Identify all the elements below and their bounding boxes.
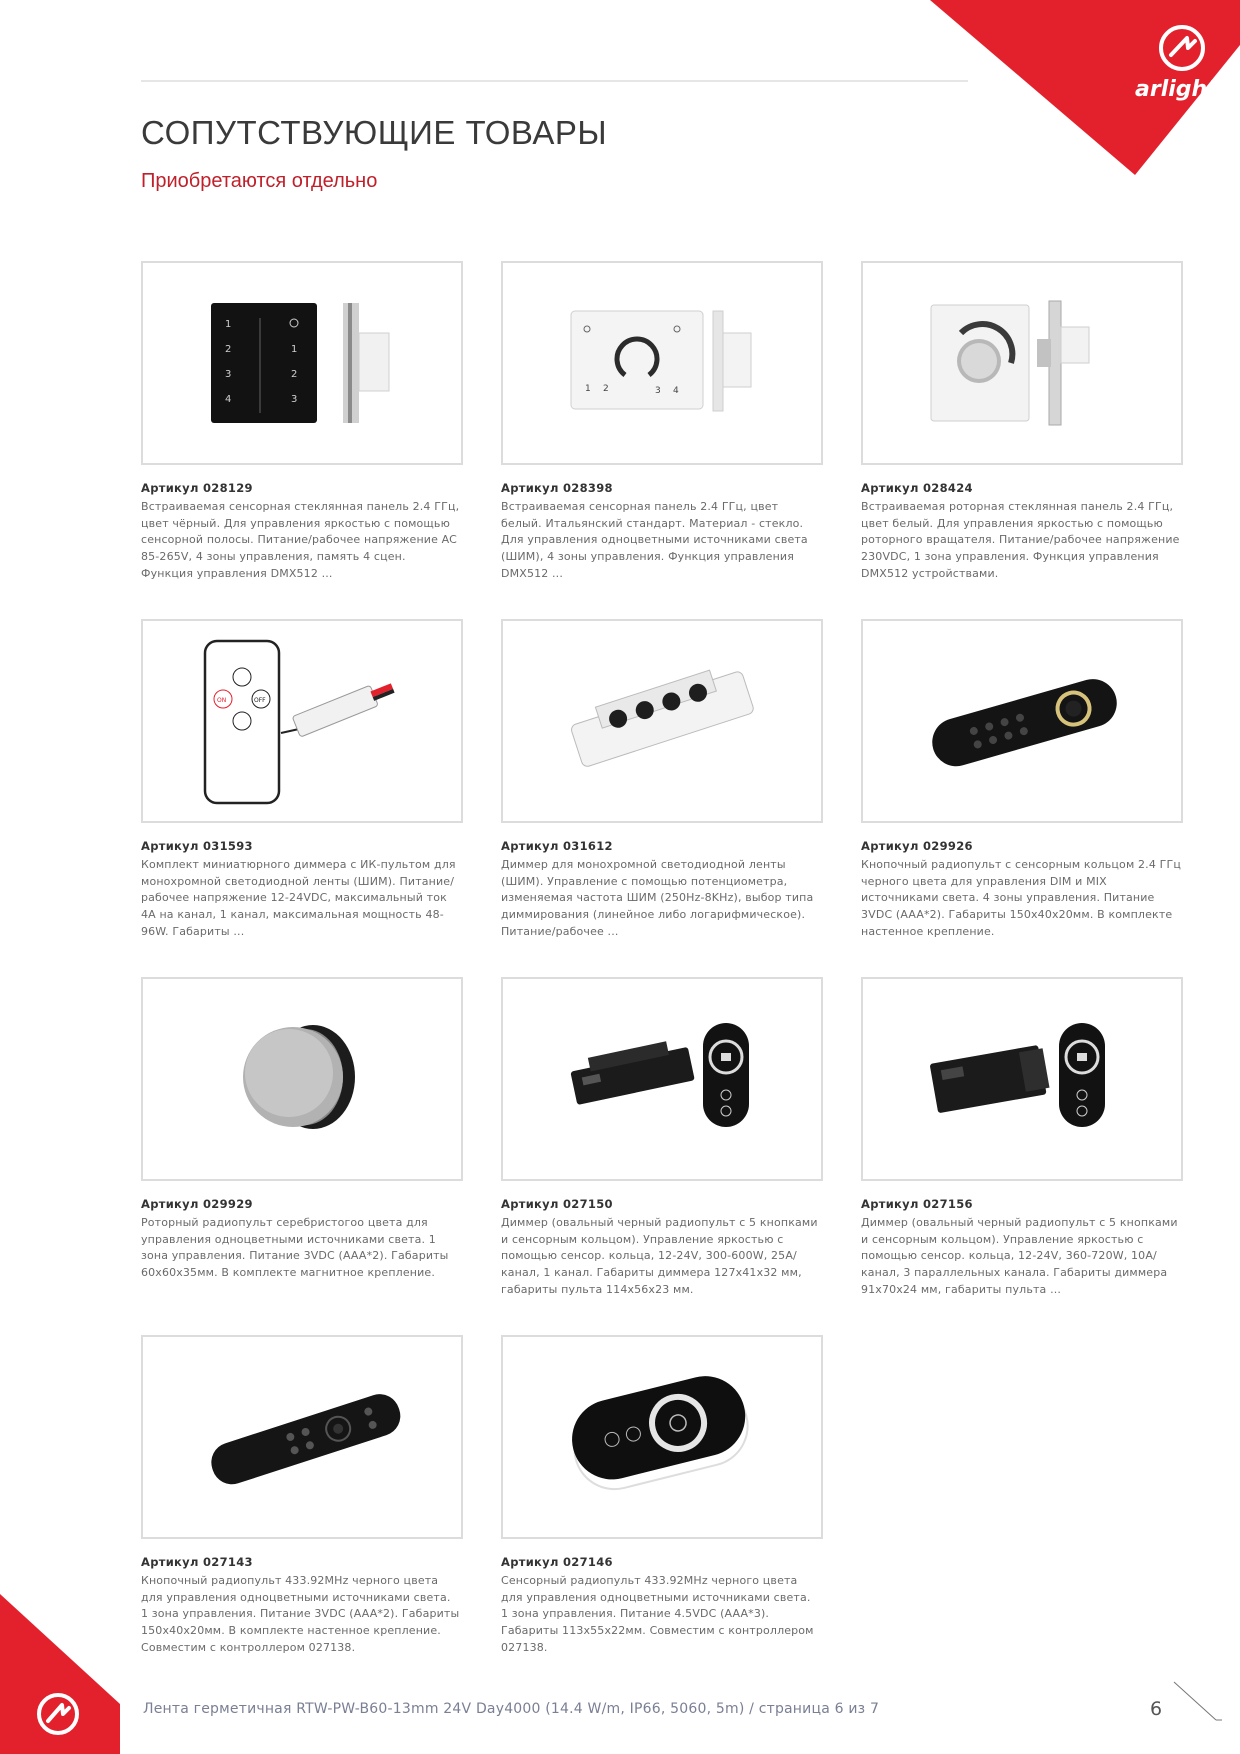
product-image[interactable] <box>141 977 463 1181</box>
svg-text:2: 2 <box>603 384 609 394</box>
page-number: 6 <box>1150 1698 1163 1720</box>
svg-text:3: 3 <box>655 386 661 396</box>
svg-text:2: 2 <box>225 344 232 355</box>
product-image[interactable] <box>501 977 823 1181</box>
product-description: Встраиваемая роторная стеклянная панель 2.4 ГГц, цвет белый. Для управления яркостью с помощью роторного вращателя. Питание/рабочее напряжение 230VDC, 1 зона управления. Функция управления DMX512 устройствами. <box>861 500 1180 580</box>
product-card[interactable] <box>141 1335 461 1657</box>
svg-text:3: 3 <box>225 369 232 380</box>
product-description: Диммер (овальный черный радиопульт с 5 кнопками и сенсорным кольцом). Управление яркостью с помощью сенсор. кольца, 12-24V, 360-720W, 10A/канал, 3 параллельных канала. Габариты диммера 91x70x24 мм, габариты пульта ... <box>861 1216 1178 1296</box>
page-corner-line <box>1172 1680 1222 1725</box>
button-remote-icon <box>143 1337 461 1537</box>
product-card[interactable] <box>861 619 1181 941</box>
page-title: СОПУТСТВУЮЩИЕ ТОВАРЫ <box>141 114 608 151</box>
product-article: Артикул 029926 <box>861 839 973 853</box>
rotary-panel-icon <box>863 263 1181 463</box>
dimmer-kit-icon <box>503 979 821 1179</box>
svg-text:1: 1 <box>225 319 232 330</box>
svg-text:ON: ON <box>217 697 227 704</box>
product-description: Комплект миниатюрного диммера с ИК-пультом для монохромной светодиодной ленты (ШИМ). Питание/рабочее напряжение 12-24VDC, максимальный ток 4A на канал, 1 канал, максимальная мощность 48-96W. Габариты ... <box>141 858 456 938</box>
product-article: Артикул 029929 <box>141 1197 253 1211</box>
svg-text:3: 3 <box>291 394 298 405</box>
svg-text:1: 1 <box>291 344 298 355</box>
svg-text:arlight: arlight <box>1135 77 1218 102</box>
product-article: Артикул 028398 <box>501 481 613 495</box>
svg-text:4: 4 <box>225 394 232 405</box>
product-description: Встраиваемая сенсорная панель 2.4 ГГц, цвет белый. Итальянский стандарт. Материал - стекло. Для управления одноцветными источниками света (ШИМ), 4 зоны управления. Функция управления DMX512 ... <box>501 500 808 580</box>
product-article: Артикул 027150 <box>501 1197 613 1211</box>
product-card[interactable] <box>141 977 461 1282</box>
svg-text:4: 4 <box>673 386 679 396</box>
product-description: Встраиваемая сенсорная стеклянная панель 2.4 ГГц, цвет чёрный. Для управления яркостью с помощью сенсорной полосы. Питание/рабочее напряжение AC 85-265V, 4 зоны управления, память 4 сцен. Функция управления DMX512 ... <box>141 500 460 580</box>
product-image[interactable] <box>141 1335 463 1539</box>
product-card[interactable] <box>141 619 461 941</box>
dimmer-kit-3ch-icon <box>863 979 1181 1179</box>
product-card[interactable] <box>501 619 821 941</box>
potentiometer-dimmer-icon <box>503 621 821 821</box>
product-image[interactable] <box>141 261 463 465</box>
svg-text:OFF: OFF <box>254 697 266 704</box>
svg-text:1: 1 <box>585 384 591 394</box>
oval-touch-remote-icon <box>503 1337 821 1537</box>
product-card[interactable] <box>501 261 821 583</box>
footer-text: Лента герметичная RTW-PW-B60-13mm 24V Day4000 (14.4 W/m, IP66, 5060, 5m) / страница 6 из 7 <box>143 1701 880 1717</box>
product-card[interactable] <box>861 261 1181 583</box>
product-image[interactable] <box>141 619 463 823</box>
product-image[interactable] <box>501 261 823 465</box>
product-card[interactable] <box>141 261 461 583</box>
product-image[interactable] <box>501 619 823 823</box>
product-description: Диммер для монохромной светодиодной ленты (ШИМ). Управление с помощью потенциометра, изменяемая частота ШИМ (250Hz-8KHz), выбор типа диммирования (линейное либо логарифмическое). Питание/рабочее ... <box>501 858 814 938</box>
black-touch-panel-icon <box>143 263 461 463</box>
product-description: Кнопочный радиопульт с сенсорным кольцом 2.4 ГГц черного цвета для управления DIM и MIX источниками света. 4 зоны управления. Питание 3VDC (AAA*2). Габариты 150x40x20мм. В комплекте настенное крепление. <box>861 858 1181 938</box>
brand-corner <box>930 0 1240 175</box>
product-card[interactable] <box>501 1335 821 1657</box>
product-card[interactable] <box>861 977 1181 1299</box>
product-article: Артикул 031612 <box>501 839 613 853</box>
product-image[interactable] <box>501 1335 823 1539</box>
ring-remote-icon <box>863 621 1181 821</box>
product-description: Диммер (овальный черный радиопульт с 5 кнопками и сенсорным кольцом). Управление яркостью с помощью сенсор. кольца, 12-24V, 300-600W, 25A/канал, 1 канал. Габариты диммера 127x41x32 мм, габариты пульта 114x56x23 мм. <box>501 1216 818 1296</box>
product-image[interactable] <box>861 261 1183 465</box>
product-article: Артикул 031593 <box>141 839 253 853</box>
page-subtitle: Приобретаются отдельно <box>141 170 378 192</box>
product-image[interactable] <box>861 619 1183 823</box>
product-article: Артикул 027143 <box>141 1555 253 1569</box>
product-article: Артикул 028424 <box>861 481 973 495</box>
brand-corner-bottom <box>0 1594 120 1754</box>
product-image[interactable] <box>861 977 1183 1181</box>
product-article: Артикул 027156 <box>861 1197 973 1211</box>
header-divider <box>141 80 968 82</box>
product-article: Артикул 027146 <box>501 1555 613 1569</box>
product-description: Сенсорный радиопульт 433.92MHz черного цвета для управления одноцветными источниками света. 1 зона управления. Питание 4.5VDC (AAA*3). Габариты 113x55x22мм. Совместим с контроллером 027138. <box>501 1574 814 1654</box>
product-description: Роторный радиопульт серебристогоо цвета для управления одноцветными источниками света. 1 зона управления. Питание 3VDC (AAA*2). Габариты 60x60x35мм. В комплекте магнитное крепление. <box>141 1216 449 1280</box>
ir-remote-kit-icon <box>143 621 461 821</box>
white-touch-panel-icon <box>503 263 821 463</box>
product-description: Кнопочный радиопульт 433.92MHz черного цвета для управления одноцветными источниками света. 1 зона управления. Питание 3VDC (AAA*2). Габариты 150x40x20мм. В комплекте настенное крепление. Совместим с контроллером 027138. <box>141 1574 460 1654</box>
product-card[interactable] <box>501 977 821 1299</box>
svg-text:2: 2 <box>291 369 298 380</box>
rotary-remote-icon <box>143 979 461 1179</box>
product-article: Артикул 028129 <box>141 481 253 495</box>
